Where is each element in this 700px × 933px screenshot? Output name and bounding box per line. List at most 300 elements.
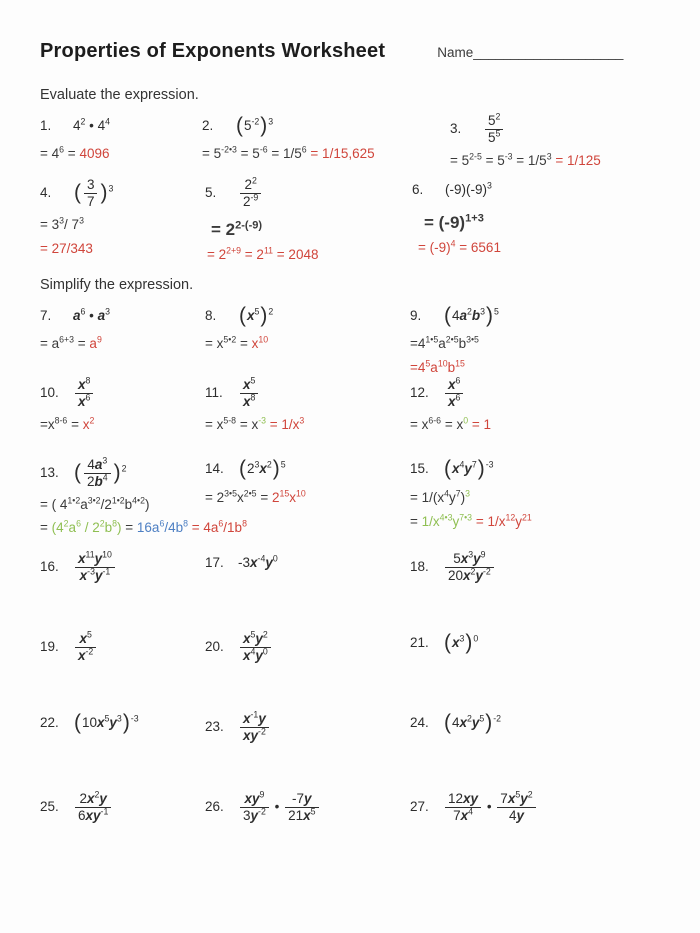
exponent: -3: [130, 713, 139, 724]
problem-15: [410, 457, 666, 531]
variable: y: [258, 710, 266, 726]
problem-row: [40, 303, 666, 377]
problem-number: 19.: [40, 638, 59, 654]
answer-segment: = $5^{-2•3} = 5^{-6} = 1/5^6$: [202, 144, 307, 161]
problem-number: 27.: [410, 798, 429, 814]
variable: y: [520, 790, 528, 806]
problem-number: 12.: [410, 384, 429, 400]
exponent: 3: [79, 215, 84, 226]
paren: ): [113, 460, 121, 484]
exponent: 7: [471, 459, 477, 470]
section-label: Simplify the expression.: [40, 277, 194, 293]
variable: x: [78, 376, 86, 392]
problem-number: 7.: [40, 307, 52, 323]
exponent: -2: [258, 726, 266, 737]
denominator: 4y: [508, 807, 524, 823]
problem-16: [40, 551, 205, 584]
paren: (: [74, 181, 81, 204]
answer-segment: = $a^{6+3}$ =: [40, 334, 90, 351]
problem-number: 9.: [410, 307, 422, 323]
problem-20: [205, 631, 410, 664]
exponent: 4: [105, 116, 111, 127]
answer-segment: =: [40, 520, 52, 536]
numerator: $5x^3y^9$: [445, 551, 494, 568]
numerator: [445, 377, 463, 394]
answer-segment: = 1: [468, 416, 491, 432]
numerator: $2x^2y$: [75, 791, 111, 808]
answer-line: [205, 490, 410, 507]
problem-statement: [40, 377, 205, 410]
exponent: 6: [159, 518, 165, 529]
problem-10: [40, 377, 205, 434]
variable: x: [78, 647, 86, 663]
answer-segment: $x^2$: [82, 415, 95, 432]
exponent: 10: [258, 334, 269, 345]
exponent: 21: [521, 512, 532, 523]
variable: x: [460, 550, 469, 566]
answer-segment: $2^{15}x^{10}$: [271, 488, 306, 505]
answer-segment: = $(-9)^{1+3}$: [424, 212, 484, 232]
expression: $a^6$ • $a^3$: [73, 306, 111, 323]
answer-segment: [465, 490, 470, 505]
denominator: $6xy^{-1}$: [78, 806, 109, 823]
exponent: 9: [96, 334, 102, 345]
answer-segment: = $x^{5•2}$ =: [205, 334, 252, 351]
variable: xy: [463, 790, 479, 806]
paren: ): [100, 181, 108, 204]
exponent: 3: [59, 215, 65, 226]
paren: (: [236, 113, 243, 137]
answer-segment: =: [121, 520, 137, 536]
exponent: 6: [85, 392, 91, 403]
answer-segment: 4096: [79, 146, 110, 161]
fraction: [485, 113, 503, 146]
problem-25: [40, 791, 205, 824]
exponent: 5: [250, 375, 256, 386]
problem-number: 4.: [40, 184, 52, 200]
paren: ): [477, 457, 485, 481]
problem-22: [40, 711, 205, 737]
problem-statement: [450, 113, 666, 146]
problem-number: 16.: [40, 558, 59, 574]
exponent: 7•3: [459, 512, 473, 523]
answer-line: [424, 212, 666, 233]
variable: a: [73, 307, 81, 323]
paren: ): [465, 631, 473, 655]
exponent: 3: [299, 415, 305, 426]
problem-row: [40, 113, 666, 177]
expression: [238, 177, 263, 210]
exponent: 8: [242, 518, 247, 529]
exponent: 1+3: [465, 212, 484, 225]
exponent: 4: [459, 459, 465, 470]
variable: x: [451, 461, 460, 477]
exponent: 2-5: [469, 151, 482, 162]
answer-line: [450, 153, 666, 170]
answer-line: [410, 336, 666, 353]
exponent: 4: [444, 488, 450, 499]
numerator: 12xy: [445, 791, 481, 808]
exponent: 0: [463, 415, 469, 426]
problem-27: [410, 791, 666, 824]
answer-line: [410, 514, 666, 531]
numerator: $4a^3$: [84, 457, 111, 474]
exponent: 12: [505, 512, 516, 523]
exponent: 1•5: [425, 334, 439, 345]
problem-statement: [40, 457, 205, 490]
problem-statement: [205, 303, 410, 329]
paren: (: [444, 457, 451, 481]
expression: [483, 113, 505, 146]
numerator: [75, 377, 93, 394]
answer-line: [205, 336, 410, 353]
exponent: 2: [467, 713, 472, 724]
answer-segment: = $3^3/$ $7^3$: [40, 215, 84, 232]
problem-number: 22.: [40, 715, 59, 731]
problem-number: 5.: [205, 184, 217, 200]
numerator: [75, 631, 96, 648]
denominator: $7x^4$: [453, 806, 473, 823]
denominator: [240, 648, 271, 664]
problem-number: 25.: [40, 798, 59, 814]
variable: xy: [244, 790, 260, 806]
problem-statement: [412, 177, 666, 203]
fraction: [497, 791, 535, 824]
answer-segment: $=x^{8-6}$ =: [40, 415, 83, 432]
problem-statement: [205, 377, 410, 410]
answer-line: [207, 247, 412, 264]
exponent: 9: [480, 549, 486, 560]
answer-segment: $=4^{1•5}a^{2•5}b^{3•5}$: [410, 334, 479, 351]
denominator: [75, 394, 93, 410]
answer-segment: $16a^6/4b^8$: [136, 518, 188, 536]
problem-18: [410, 551, 666, 584]
exponent: 5: [254, 306, 260, 317]
variable: b: [94, 473, 103, 489]
expression: $-3x^{-4}y^0$: [238, 553, 278, 571]
answer-line: [40, 217, 205, 234]
expression: [73, 177, 113, 210]
denominator: [240, 394, 258, 410]
problem-number: 26.: [205, 798, 224, 814]
exponent: 9: [259, 789, 265, 800]
paren: ): [486, 303, 493, 327]
exponent: 10: [102, 549, 112, 560]
exponent: 2•5: [243, 488, 257, 499]
problem-statement: [202, 113, 450, 139]
variable: x: [79, 630, 87, 646]
numerator: -7y: [285, 791, 318, 808]
exponent: 2: [495, 111, 501, 122]
expression: [238, 377, 260, 410]
problem-6: [412, 177, 666, 257]
problem-row: [40, 551, 666, 631]
problem-8: [205, 303, 410, 353]
exponent: 8: [112, 518, 118, 529]
problem-statement: [40, 303, 205, 329]
exponent: 2: [251, 175, 257, 186]
problem-number: 13.: [40, 464, 59, 480]
variable: y: [255, 630, 263, 646]
problem-statement: [205, 711, 410, 744]
exponent: 2: [268, 306, 274, 317]
exponent: 2: [266, 459, 272, 470]
exponent: 3: [105, 306, 111, 317]
answer-segment: =: [410, 513, 422, 529]
exponent: 10: [295, 488, 306, 499]
answer-segment: = $5^{2-5} = 5^{-3} = 1/5^3$: [450, 151, 552, 168]
variable: y: [250, 807, 259, 823]
denominator: $21x^5$: [288, 806, 316, 823]
answer-line: [40, 336, 205, 353]
exponent: 8-6: [54, 415, 68, 426]
exponent: 4: [250, 646, 256, 657]
page-title: Properties of Exponents Worksheet: [40, 40, 386, 62]
answer-segment: [258, 417, 266, 432]
problem-number: 23.: [205, 718, 224, 734]
expression: [238, 631, 273, 664]
exponent: -9: [250, 192, 259, 203]
denominator: $20x^2y^{-2}$: [448, 566, 491, 583]
answer-segment: = $2^{2+9} = 2^{11} = 2048$: [207, 245, 319, 263]
expression: [443, 631, 479, 655]
problem-19: [40, 631, 205, 664]
exponent: 8: [183, 518, 188, 529]
variable: y: [475, 567, 483, 583]
variable: xy: [85, 807, 101, 823]
exponent: 6: [301, 144, 307, 155]
exponent: 3: [102, 455, 108, 466]
paren: ): [485, 711, 493, 735]
variable: x: [243, 630, 251, 646]
exponent: 1•2: [67, 495, 81, 506]
problem-number: 3.: [450, 120, 462, 136]
answer-segment: = $x^{6-6} = x$: [410, 415, 464, 432]
answer-line: [40, 417, 205, 434]
problem-statement: [410, 631, 666, 657]
numerator: [240, 631, 271, 648]
problem-statement: [410, 377, 666, 410]
answer-line: [410, 490, 666, 507]
answer-segment: $=4^5a^{10}b^{15}$: [410, 358, 465, 375]
exponent: 2+9: [226, 245, 242, 256]
answer-segment: $a^9$: [89, 334, 102, 351]
problem-statement: [410, 303, 666, 329]
variable: x: [97, 715, 105, 731]
fraction: [75, 377, 93, 410]
section-2: [40, 277, 666, 861]
exponent: 3: [116, 713, 122, 724]
exponent: 4: [468, 806, 473, 817]
problem-row: [40, 457, 666, 551]
exponent: 4•3: [439, 512, 453, 523]
exponent: 0: [262, 646, 268, 657]
expression: $(5^{-2})^3$: [236, 113, 274, 137]
problem-23: [205, 711, 410, 744]
exponent: 6: [59, 144, 65, 155]
expression: $\frac{xy^9}{3y^{-2}}$ • $\frac{-7y}{21x^5}$: [238, 791, 321, 824]
variable: a: [459, 307, 467, 323]
exponent: 2: [94, 789, 100, 800]
expression: $4^2$ • $4^4$: [73, 116, 111, 133]
variable: b: [471, 307, 481, 323]
exponent: -6: [259, 144, 268, 155]
answer-segment: $x^{10}$: [251, 334, 269, 351]
denominator: 7: [86, 193, 95, 209]
exponent: 5-8: [223, 415, 237, 426]
expression: $\frac{12xy}{7x^4}$ • $\frac{7x^5y^2}{4y}$: [443, 791, 538, 824]
exponent: 11: [85, 549, 95, 560]
exponent: 3•5: [466, 334, 479, 345]
exponent: 0: [473, 633, 479, 644]
exponent: 3: [459, 633, 465, 644]
exponent: 6: [455, 392, 461, 403]
exponent: 5: [250, 629, 256, 640]
answer-line: [40, 497, 205, 514]
problem-7: [40, 303, 205, 353]
fraction: [445, 791, 481, 824]
denominator: [445, 394, 463, 410]
variable: x: [78, 393, 86, 409]
variable: x: [78, 550, 86, 566]
problem-24: [410, 711, 666, 737]
denominator: $5^5$: [488, 128, 501, 145]
paren: ): [122, 711, 130, 735]
variable: y: [265, 555, 273, 571]
exponent: 2: [262, 629, 268, 640]
expression: $(2^3x^2)^5$: [239, 457, 286, 481]
variable: y: [304, 790, 312, 806]
denominator: $2^{-9}$: [243, 192, 259, 209]
expression: $(4x^2y^5)^{-2}$: [444, 711, 502, 735]
answer-segment: = $4a^6/1b^8$: [188, 518, 247, 536]
exponent: 3: [480, 306, 486, 317]
problem-row: [40, 791, 666, 861]
fraction: [445, 377, 463, 410]
fraction: [240, 711, 269, 744]
exponent: 6+3: [59, 334, 75, 345]
paren: (: [74, 711, 81, 735]
paren: ): [260, 113, 268, 137]
answer-line: [410, 360, 666, 377]
exponent: 3: [108, 183, 114, 194]
variable: y: [94, 567, 103, 583]
numerator: [240, 711, 269, 728]
variable: xy: [243, 727, 259, 743]
exponent: -3: [87, 566, 95, 577]
answer-segment: = $x^{5-8} = x$: [205, 415, 259, 432]
fraction: [285, 791, 318, 824]
expression: [73, 457, 126, 490]
problem-number: 21.: [410, 635, 429, 651]
expression: [443, 551, 496, 584]
problem-statement: [410, 791, 666, 824]
exponent: 5: [310, 806, 316, 817]
variable: a: [97, 307, 106, 323]
exponent: 3: [487, 180, 492, 191]
answer-line: [40, 518, 247, 537]
exponent: -4: [257, 553, 266, 564]
exponent: 3: [268, 116, 274, 127]
exponent: -1: [100, 806, 109, 817]
problem-row: [40, 631, 666, 711]
variable: x: [243, 710, 251, 726]
expression: [443, 457, 494, 481]
exponent: 3: [465, 488, 471, 499]
exponent: 4: [450, 238, 456, 249]
paren: ): [272, 457, 280, 481]
variable: x: [243, 376, 251, 392]
exponent: 6: [76, 518, 81, 529]
paren: (: [74, 460, 81, 484]
exponent: 3•2: [87, 495, 101, 506]
answer-segment: = $(-9)^4 = 6561$: [418, 238, 501, 256]
problem-number: 18.: [410, 558, 429, 574]
problem-statement: [205, 791, 410, 824]
problem-statement: [205, 177, 412, 210]
exponent: 2: [121, 463, 127, 474]
answer-segment: $1/x^{4•3}y^{7•3}$: [421, 512, 473, 529]
problem-statement: [205, 457, 410, 483]
exponent: -2•3: [221, 144, 237, 155]
exponent: 4: [102, 472, 108, 483]
variable: x: [507, 790, 516, 806]
fraction: [75, 631, 96, 664]
expression: [238, 303, 274, 327]
exponent: 6-6: [428, 415, 442, 426]
exponent: 3: [546, 151, 552, 162]
fraction: [75, 551, 115, 584]
paren: (: [239, 303, 246, 327]
problem-26: [205, 791, 410, 824]
variable: x: [259, 461, 267, 477]
exponent: 5: [425, 358, 431, 369]
exponent: -3: [258, 415, 266, 426]
answer-line: [202, 146, 450, 163]
numerator: $7x^5y^2$: [497, 791, 535, 808]
problem-statement: [410, 551, 666, 584]
exponent: 5: [494, 306, 499, 317]
variable: x: [79, 567, 88, 583]
expression: [443, 377, 465, 410]
problem-number: 15.: [410, 461, 429, 477]
exponent: -2: [493, 713, 502, 724]
exponent: 2: [527, 789, 533, 800]
exponent: 11: [263, 245, 274, 256]
answer-segment: $(4^2a^6 / 2^2b^8)$: [51, 518, 122, 536]
exponent: 2: [470, 566, 476, 577]
denominator: [240, 728, 269, 744]
denominator: $2b^4$: [86, 472, 108, 489]
variable: y: [99, 790, 107, 806]
variable: x: [243, 647, 251, 663]
expression: [73, 791, 113, 824]
exponent: -2: [258, 806, 266, 817]
fraction: [445, 551, 494, 584]
answer-line: [410, 417, 666, 434]
problem-4: [40, 177, 205, 258]
exponent: 2: [80, 116, 86, 127]
fraction: [240, 177, 261, 210]
exponent: 0: [272, 553, 278, 564]
problem-14: [205, 457, 410, 507]
problem-statement: [40, 631, 205, 664]
problem-12: [410, 377, 666, 434]
section-label: Evaluate the expression.: [40, 87, 199, 103]
denominator: [75, 648, 96, 664]
problem-statement: [40, 791, 205, 824]
exponent: 3: [254, 459, 260, 470]
